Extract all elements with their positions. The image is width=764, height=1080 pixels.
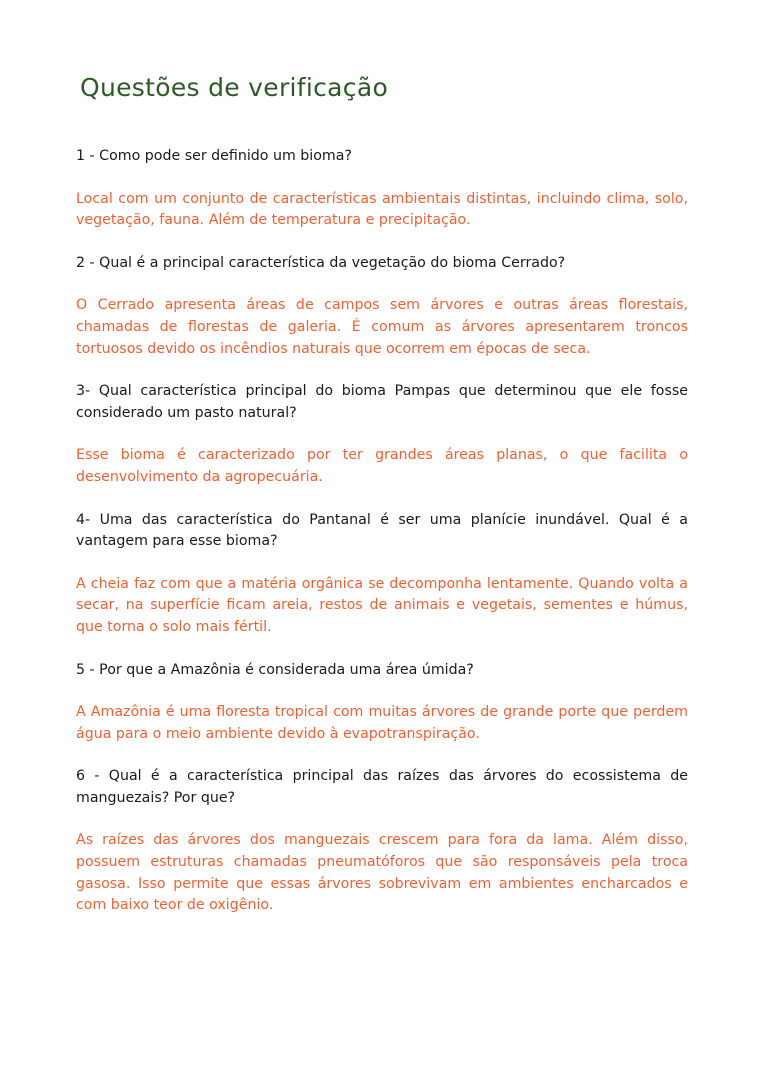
- answer-4: A cheia faz com que a matéria orgânica se decomponha lentamente. Quando volta a secar, na superfície ficam areia, restos de animais e vegetais, sementes e húmus, que torna o solo mais fértil.: [76, 575, 688, 635]
- question-item-3: [76, 381, 688, 488]
- question-item-1: [76, 146, 688, 232]
- question-item-6: [76, 766, 688, 917]
- answer-1: Local com um conjunto de características ambientais distintas, incluindo clima, solo, vegetação, fauna. Além de temperatura e precipitação.: [76, 190, 688, 229]
- question-2: 2 - Qual é a principal característica da vegetação do bioma Cerrado?: [76, 254, 566, 271]
- answer-2: O Cerrado apresenta áreas de campos sem árvores e outras áreas florestais, chamadas de florestas de galeria. É comum as árvores apresentarem troncos tortuosos devido os incêndios naturais que ocorrem em épocas de seca.: [76, 297, 688, 357]
- question-6: 6 - Qual é a característica principal das raízes das árvores do ecossistema de manguezais? Por que?: [76, 768, 688, 806]
- page-title: Questões de verificação: [80, 73, 389, 102]
- question-item-2: [76, 253, 688, 360]
- answer-3: Esse bioma é caracterizado por ter grandes áreas planas, o que facilita o desenvolvimento da agropecuária.: [76, 447, 688, 485]
- question-item-5: [76, 660, 688, 746]
- answer-6: As raízes das árvores dos manguezais crescem para fora da lama. Além disso, possuem estruturas chamadas pneumatóforos que são responsáveis pela troca gasosa. Isso permite que essas árvores sobrevivam em ambientes encharcados e com baixo teor de oxigênio.: [76, 832, 688, 914]
- answer-5: A Amazônia é uma floresta tropical com muitas árvores de grande porte que perdem água para o meio ambiente devido à evapotranspiração.: [76, 704, 688, 742]
- question-4: 4- Uma das característica do Pantanal é ser uma planície inundável. Qual é a vantagem para esse bioma?: [76, 511, 688, 550]
- question-5: 5 - Por que a Amazônia é considerada uma área úmida?: [76, 661, 474, 678]
- question-3: 3- Qual característica principal do bioma Pampas que determinou que ele fosse considerado um pasto natural?: [76, 383, 688, 421]
- question-1: 1 - Como pode ser definido um bioma?: [76, 148, 352, 164]
- question-list: [76, 146, 688, 938]
- question-item-4: [76, 510, 688, 639]
